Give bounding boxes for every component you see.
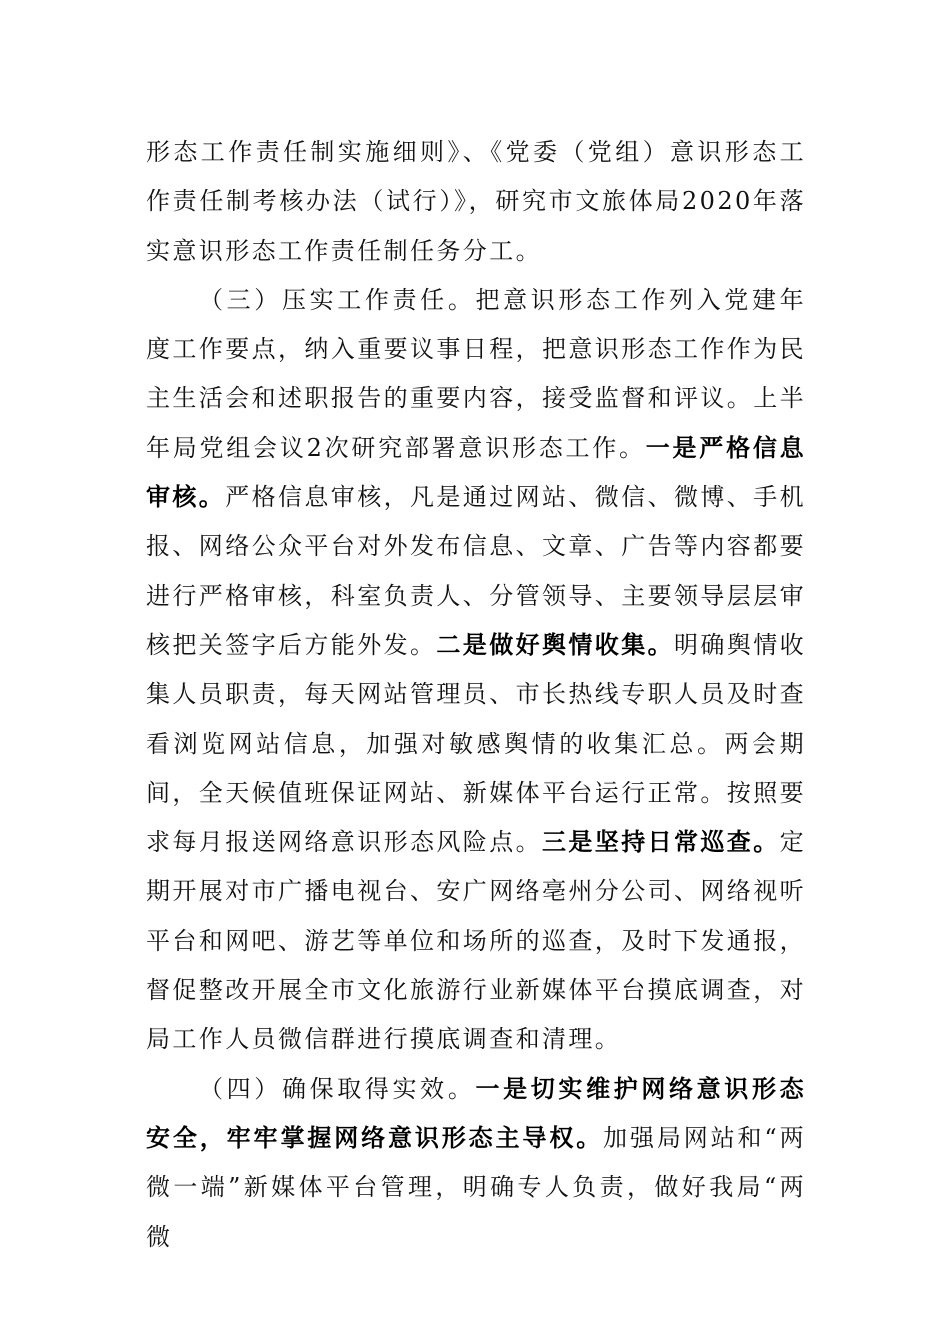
bold-heading-segment: 二是做好舆情收集。	[436, 630, 675, 659]
paragraph-2	[146, 276, 806, 1065]
bold-heading-segment: 一是切实维护网络意识形态安全，牢牢掌握网络意识形态主导权。	[146, 1074, 807, 1152]
text-segment: 加强局网站和“两微一端”新媒体平台管理，明确专人负责，做好我局“两微	[146, 1123, 806, 1251]
bold-heading-segment: 一是严格信息审核。	[146, 433, 806, 512]
text-segment: 明确舆情收集人员职责，每天网站管理员、市长热线专职人员及时查看浏览网站信息，加强对敏感舆情的收集汇总。两会期间，全天候值班保证网站、新媒体平台运行正常。按照要求每月报送网络意识形态风险点。	[146, 630, 807, 857]
paragraph-1	[146, 128, 806, 276]
text-segment: （四）确保取得实效。	[199, 1074, 476, 1103]
text-segment: 定期开展对市广播电视台、安广网络亳州分公司、网络视听平台和网吧、游艺等单位和场所的巡查，及时下发通报，督促整改开展全市文化旅游行业新媒体平台摸底调查，对局工作人员微信群进行摸底调查和清理。	[146, 828, 807, 1054]
paragraph-3	[146, 1065, 806, 1262]
text-segment: （三）压实工作责任。把意识形态工作列入党建年度工作要点，纳入重要议事日程，把意识形态工作作为民主生活会和述职报告的重要内容，接受监督和评议。上半年局党组会议2次研究部署意识形态工作。	[146, 285, 806, 462]
text-segment: 严格信息审核，凡是通过网站、微信、微博、手机报、网络公众平台对外发布信息、文章、广告等内容都要进行严格审核，科室负责人、分管领导、主要领导层层审核把关签字后方能外发。	[146, 483, 807, 659]
document-body	[146, 128, 806, 1262]
bold-heading-segment: 三是坚持日常巡查。	[542, 828, 780, 857]
text-segment: 形态工作责任制实施细则》、《党委（党组）意识形态工作责任制考核办法（试行）》，研究市文旅体局2020年落实意识形态工作责任制任务分工。	[146, 138, 806, 265]
